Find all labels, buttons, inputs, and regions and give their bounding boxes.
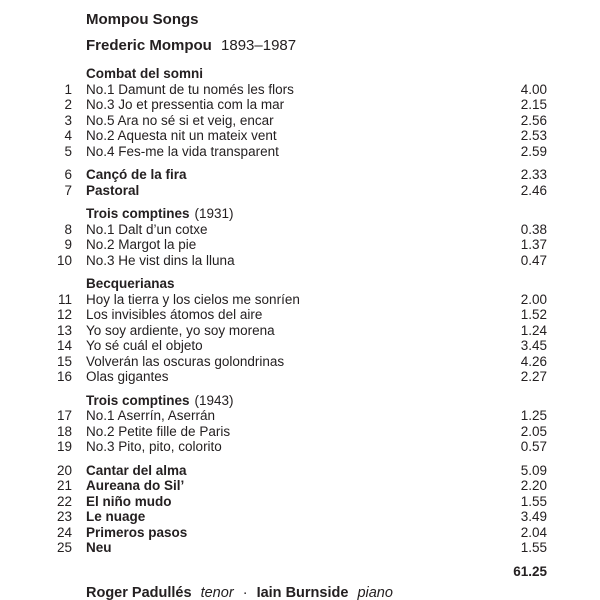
track-number: 15 xyxy=(56,353,72,369)
track-title: Cantar del alma xyxy=(86,462,187,478)
track-row xyxy=(46,167,547,183)
track-time: 2.56 xyxy=(520,112,547,128)
track-time: 1.37 xyxy=(520,237,547,252)
track-row xyxy=(46,463,547,479)
track-number: 18 xyxy=(56,423,72,439)
composer-line xyxy=(86,36,547,56)
track-section xyxy=(46,167,547,198)
track-title: No.1 Damunt de tu només les flors xyxy=(86,81,294,97)
track-time: 2.04 xyxy=(520,524,547,540)
track-title: Neu xyxy=(86,540,112,555)
separator-dot: · xyxy=(242,585,248,600)
track-time: 1.24 xyxy=(520,322,547,338)
track-row xyxy=(46,369,547,385)
track-number: 23 xyxy=(56,509,72,524)
track-time: 0.38 xyxy=(520,221,547,237)
track-title: Hoy la tierra y los cielos me sonríen xyxy=(86,291,300,307)
track-time: 0.47 xyxy=(520,252,547,268)
track-section xyxy=(46,206,547,268)
performer-role-2: piano xyxy=(357,585,393,600)
section-heading xyxy=(86,276,547,292)
track-number: 2 xyxy=(64,97,72,112)
track-title: Cançó de la fira xyxy=(86,167,187,182)
track-title: No.3 Jo et pressentia com la mar xyxy=(86,97,285,112)
track-time: 2.00 xyxy=(520,291,547,307)
track-row xyxy=(46,292,547,308)
track-number: 10 xyxy=(56,252,72,268)
track-row xyxy=(46,338,547,354)
track-number: 25 xyxy=(56,540,72,555)
track-time: 2.15 xyxy=(520,97,547,112)
credits-line xyxy=(86,584,547,600)
track-title: Primeros pasos xyxy=(86,524,188,540)
track-time: 1.55 xyxy=(520,540,547,555)
section-heading-row xyxy=(46,66,547,82)
track-time: 3.49 xyxy=(520,509,547,524)
section-heading-row xyxy=(46,276,547,292)
track-title: No.3 Pito, pito, colorito xyxy=(86,439,222,454)
track-number: 9 xyxy=(64,237,72,252)
track-number: 6 xyxy=(64,167,72,182)
track-row xyxy=(46,540,547,556)
section-heading-year: (1931) xyxy=(194,206,234,221)
track-number: 1 xyxy=(64,81,72,97)
track-time: 3.45 xyxy=(520,338,547,353)
track-time: 1.55 xyxy=(520,493,547,509)
track-title: Aureana do Sil’ xyxy=(86,478,185,493)
track-time: 1.52 xyxy=(520,307,547,322)
track-time: 2.27 xyxy=(520,369,547,384)
track-title: Volverán las oscuras golondrinas xyxy=(86,353,285,369)
track-section xyxy=(46,393,547,455)
track-number: 20 xyxy=(56,462,72,478)
track-title: Yo sé cuál el objeto xyxy=(86,338,203,353)
track-number: 5 xyxy=(64,143,72,159)
section-heading-row xyxy=(46,393,547,409)
track-number: 21 xyxy=(56,478,72,493)
track-time: 2.46 xyxy=(520,182,547,198)
track-title: No.1 Aserrín, Aserrán xyxy=(86,408,216,423)
track-row xyxy=(46,253,547,269)
track-title: El niño mudo xyxy=(86,493,172,509)
track-time: 2.53 xyxy=(520,128,547,143)
track-row xyxy=(46,439,547,455)
track-time: 1.25 xyxy=(520,408,547,423)
track-row xyxy=(46,354,547,370)
section-heading xyxy=(86,206,547,222)
total-duration: 61.25 xyxy=(513,563,547,579)
track-title: No.2 Aquesta nit un mateix vent xyxy=(86,128,277,143)
section-heading-text: Trois comptines xyxy=(86,392,190,408)
track-title: Los invisibles átomos del aire xyxy=(86,307,263,322)
track-time: 0.57 xyxy=(520,439,547,454)
tracklist xyxy=(46,66,547,556)
track-title: No.2 Margot la pie xyxy=(86,237,197,252)
section-heading-row xyxy=(46,206,547,222)
composer-dates: 1893–1987 xyxy=(221,37,297,54)
track-number: 24 xyxy=(56,524,72,540)
track-row xyxy=(46,128,547,144)
track-row xyxy=(46,408,547,424)
track-title: Olas gigantes xyxy=(86,369,169,384)
track-time: 5.09 xyxy=(520,462,547,478)
track-title: Le nuage xyxy=(86,509,146,524)
track-row xyxy=(46,82,547,98)
track-number: 11 xyxy=(57,291,72,307)
track-row xyxy=(46,97,547,113)
track-number: 3 xyxy=(64,112,72,128)
track-number: 19 xyxy=(56,439,72,454)
track-section xyxy=(46,66,547,159)
section-heading-text: Combat del somni xyxy=(86,66,204,81)
track-row xyxy=(46,183,547,199)
track-time: 4.26 xyxy=(520,353,547,369)
track-title: No.5 Ara no sé si et veig, encar xyxy=(86,112,274,128)
track-row xyxy=(46,222,547,238)
track-number: 8 xyxy=(64,221,72,237)
track-time: 2.33 xyxy=(520,167,547,182)
track-section xyxy=(46,463,547,556)
track-section xyxy=(46,276,547,385)
track-title: No.4 Fes-me la vida transparent xyxy=(86,143,279,159)
section-heading-year: (1943) xyxy=(194,392,234,408)
performer-name-1: Roger Padullés xyxy=(86,585,192,600)
track-title: No.3 He vist dins la lluna xyxy=(86,252,235,268)
track-row xyxy=(46,494,547,510)
track-row xyxy=(46,525,547,541)
track-number: 22 xyxy=(56,493,72,509)
composer-name: Frederic Mompou xyxy=(86,37,212,54)
track-row xyxy=(46,509,547,525)
track-number: 13 xyxy=(56,322,72,338)
track-title: Yo soy ardiente, yo soy morena xyxy=(86,322,275,338)
track-number: 17 xyxy=(56,408,72,423)
section-heading xyxy=(86,393,547,409)
album-title: Mompou Songs xyxy=(86,11,199,28)
track-row xyxy=(46,323,547,339)
track-row xyxy=(46,144,547,160)
track-row xyxy=(46,237,547,253)
track-title: Pastoral xyxy=(86,182,140,198)
track-number: 14 xyxy=(56,338,72,353)
section-heading-text: Trois comptines xyxy=(86,206,190,221)
track-row xyxy=(46,478,547,494)
track-row xyxy=(46,307,547,323)
track-time: 2.20 xyxy=(520,478,547,493)
track-title: No.2 Petite fille de Paris xyxy=(86,423,231,439)
track-number: 12 xyxy=(56,307,72,322)
track-time: 2.05 xyxy=(520,423,547,439)
track-time: 4.00 xyxy=(520,81,547,97)
section-heading xyxy=(86,66,547,82)
track-row xyxy=(46,424,547,440)
total-row xyxy=(46,564,547,580)
track-number: 7 xyxy=(64,182,72,198)
track-number: 16 xyxy=(56,369,72,384)
track-number: 4 xyxy=(64,128,72,143)
performer-role-1: tenor xyxy=(200,585,234,600)
section-heading-text: Becquerianas xyxy=(86,276,175,291)
performer-name-2: Iain Burnside xyxy=(256,585,349,600)
track-title: No.1 Dalt d’un cotxe xyxy=(86,221,208,237)
track-time: 2.59 xyxy=(520,143,547,159)
track-row xyxy=(46,113,547,129)
